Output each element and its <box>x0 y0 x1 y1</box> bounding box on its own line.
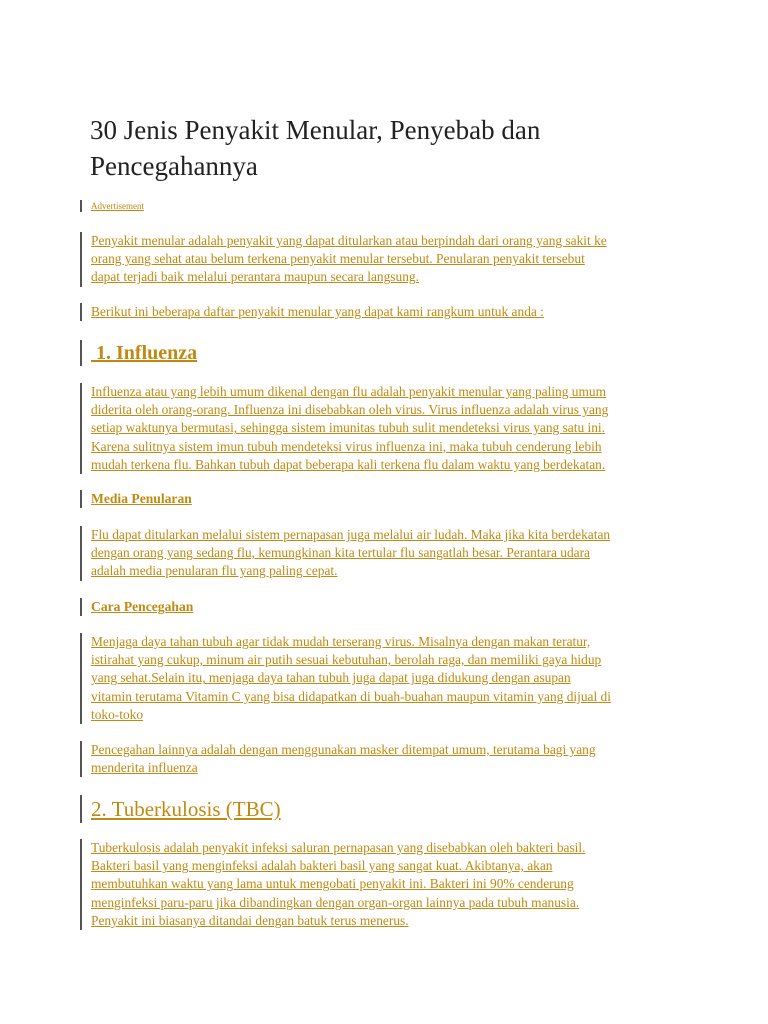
paragraph-line: istirahat yang cukup, minum air putih sesuai kebutuhan, berolah raga, dan memiliki gaya hidup <box>91 652 602 668</box>
paragraph-line: Tuberkulosis adalah penyakit infeksi saluran pernapasan yang disebabkan oleh bakteri basil. <box>91 840 586 855</box>
paragraph-line: diderita oleh orang-orang. Influenza ini disebabkan oleh virus. Virus influenza adalah virus yang <box>91 402 609 418</box>
influenza-paragraph[interactable] <box>80 383 701 474</box>
paragraph-line: membutuhkan waktu yang lama untuk mengobati penyakit ini. Bakteri ini 90% cenderung <box>91 876 574 892</box>
subheading-cara-pencegahan[interactable] <box>80 598 701 616</box>
paragraph-line: Berikut ini beberapa daftar penyakit menular yang dapat kami rangkum untuk anda : <box>91 304 544 319</box>
page-title <box>90 112 710 184</box>
advertisement-link[interactable]: Advertisement <box>91 201 144 211</box>
paragraph-line: Penyakit ini biasanya ditandai dengan batuk terus menerus. <box>91 912 409 928</box>
paragraph-line: adalah media penularan flu yang paling cepat. <box>91 563 338 579</box>
paragraph-line: Menjaga daya tahan tubuh agar tidak mudah terserang virus. Misalnya dengan makan teratur, <box>91 634 591 649</box>
paragraph-line: toko-toko <box>91 706 144 722</box>
paragraph-line: Pencegahan lainnya adalah dengan menggunakan masker ditempat umum, terutama bagi yang <box>91 742 596 757</box>
paragraph-line: Flu dapat ditularkan melalui sistem pernapasan juga melalui air ludah. Maka jika kita berdekatan <box>91 527 611 542</box>
title-line: Pencegahannya <box>90 151 258 181</box>
cara-pencegahan-paragraph[interactable] <box>80 633 701 724</box>
title-line: 30 Jenis Penyakit Menular, Penyebab dan <box>90 115 541 145</box>
subheading-text: Cara Pencegahan <box>91 599 194 614</box>
section-heading-text: 2. Tuberkulosis (TBC) <box>91 797 281 821</box>
list-intro-paragraph[interactable] <box>80 303 701 321</box>
advertisement-label[interactable] <box>80 200 701 212</box>
paragraph-line: dapat terjadi baik melalui perantara maupun secara langsung. <box>91 269 419 285</box>
intro-paragraph[interactable] <box>80 232 701 287</box>
paragraph-line: Karena sulitnya sistem imun tubuh mendeteksi virus influenza ini, maka tubuh cenderung lebih <box>91 438 602 454</box>
paragraph-line: yang sehat.Selain itu, menjaga daya tahan tubuh juga dapat juga didukung dengan asupan <box>91 670 571 686</box>
paragraph-line: setiap waktunya bermutasi, sehingga sistem imunitas tubuh sulit mendeteksi virus yang satu ini. <box>91 420 605 436</box>
paragraph-line: Penyakit menular adalah penyakit yang dapat ditularkan atau berpindah dari orang yang sakit ke <box>91 233 607 248</box>
paragraph-line: mudah terkena flu. Bahkan tubuh dapat beberapa kali terkena flu dalam waktu yang berdekatan. <box>91 456 606 472</box>
paragraph-line: Influenza atau yang lebih umum dikenal dengan flu adalah penyakit menular yang paling umum <box>91 384 607 399</box>
pencegahan-lainnya-paragraph[interactable] <box>80 741 701 777</box>
paragraph-line: Bakteri basil yang menginfeksi adalah bakteri basil yang sangat kuat. Akibtanya, akan <box>91 858 553 874</box>
section-heading-text: 1. Influenza <box>91 342 198 364</box>
tuberkulosis-paragraph[interactable] <box>80 839 701 930</box>
paragraph-line: menginfeksi paru-paru jika dibandingkan dengan organ-organ lainnya pada tubuh manusia. <box>91 894 580 910</box>
media-penularan-paragraph[interactable] <box>80 526 701 581</box>
paragraph-line: dengan orang yang sedang flu, kemungkinan kita tertular flu sangatlah besar. Perantara udara <box>91 545 590 561</box>
paragraph-line: vitamin terutama Vitamin C yang bisa didapatkan di buah-buahan maupun vitamin yang dijual di <box>91 688 611 704</box>
section-heading-tuberkulosis[interactable] <box>80 795 701 823</box>
paragraph-line: orang yang sehat atau belum terkena penyakit menular tersebut. Penularan penyakit tersebut <box>91 251 585 267</box>
subheading-media-penularan[interactable] <box>80 490 701 508</box>
subheading-text: Media Penularan <box>91 491 192 506</box>
paragraph-line: menderita influenza <box>91 760 198 776</box>
section-heading-influenza[interactable] <box>80 340 701 366</box>
